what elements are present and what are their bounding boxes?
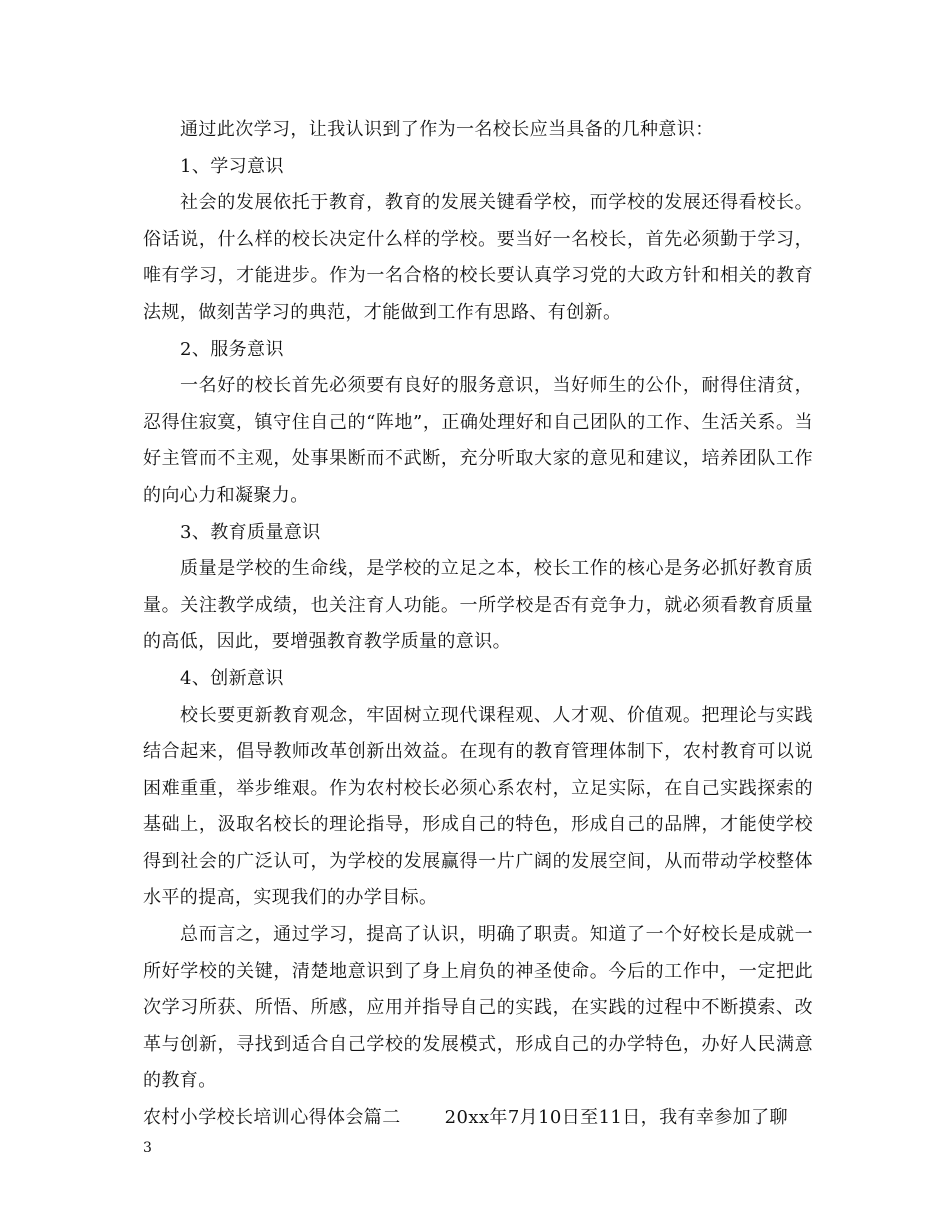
intro-paragraph: 通过此次学习，让我认识到了作为一名校长应当具备的几种意识： xyxy=(180,119,714,140)
title-gap xyxy=(401,1100,445,1137)
section-1-heading: 1、学习意识 xyxy=(180,155,284,177)
section-1-body: 社会的发展依托于教育，教育的发展关键看学校，而学校的发展还得看校长。俗话说，什么样的校长决定什么样的学校。要当好一名校长，首先必须勤于学习，唯有学习，才能进步。作为一名合格的校长要认真学习党的大政方针和相关的教育法规，做刻苦学习的典范，才能做到工作有思路、有创新。 xyxy=(143,192,813,323)
page-number: 3 xyxy=(143,1140,152,1156)
section-4-body: 校长要更新教育观念，牢固树立现代课程观、人才观、价值观。把理论与实践结合起来，倡导教师改革创新出效益。在现有的教育管理体制下，农村教育可以说困难重重，举步维艰。作为农村校长必须心系农村，立足实际，在自己实践探索的基础上，汲取名校长的理论指导，形成自己的特色，形成自己的品牌，才能使学校得到社会的广泛认可，为学校的发展赢得一片广阔的发展空间，从而带动学校整体水平的提高，实现我们的办学目标。 xyxy=(143,704,813,909)
conclusion-paragraph: 总而言之，通过学习，提高了认识，明确了职责。知道了一个好校长是成就一所好学校的关键，清楚地意识到了身上肩负的神圣使命。今后的工作中，一定把此次学习所获、所悟、所感，应用并指导自己的实践，在实践的过程中不断摸索、改革与创新，寻找到适合自己学校的发展模式，形成自己的办学特色，办好人民满意的教育。 xyxy=(143,924,813,1092)
section-3-heading: 3、教育质量意识 xyxy=(180,521,321,543)
next-article-intro: 20xx年7月10日至11日，我有幸参加了聊 xyxy=(444,1107,788,1129)
section-2-heading: 2、服务意识 xyxy=(180,338,284,360)
section-4-heading: 4、创新意识 xyxy=(180,667,284,689)
section-2-body: 一名好的校长首先必须要有良好的服务意识，当好师生的公仆，耐得住清贫，忍得住寂寞，镇守住自己的“阵地”，正确处理好和自己团队的工作、生活关系。当好主管而不主观，处事果断而不武断，充分听取大家的意见和建议，培养团队工作的向心力和凝聚力。 xyxy=(143,375,813,506)
next-article-line xyxy=(143,1100,813,1137)
document-body xyxy=(143,112,813,1137)
section-3-body: 质量是学校的生命线，是学校的立足之本，校长工作的核心是务必抓好教育质量。关注教学成绩，也关注育人功能。一所学校是否有竞争力，就必须看教育质量的高低，因此，要增强教育教学质量的意识。 xyxy=(143,558,813,653)
next-article-title: 农村小学校长培训心得体会篇二 xyxy=(143,1107,401,1129)
